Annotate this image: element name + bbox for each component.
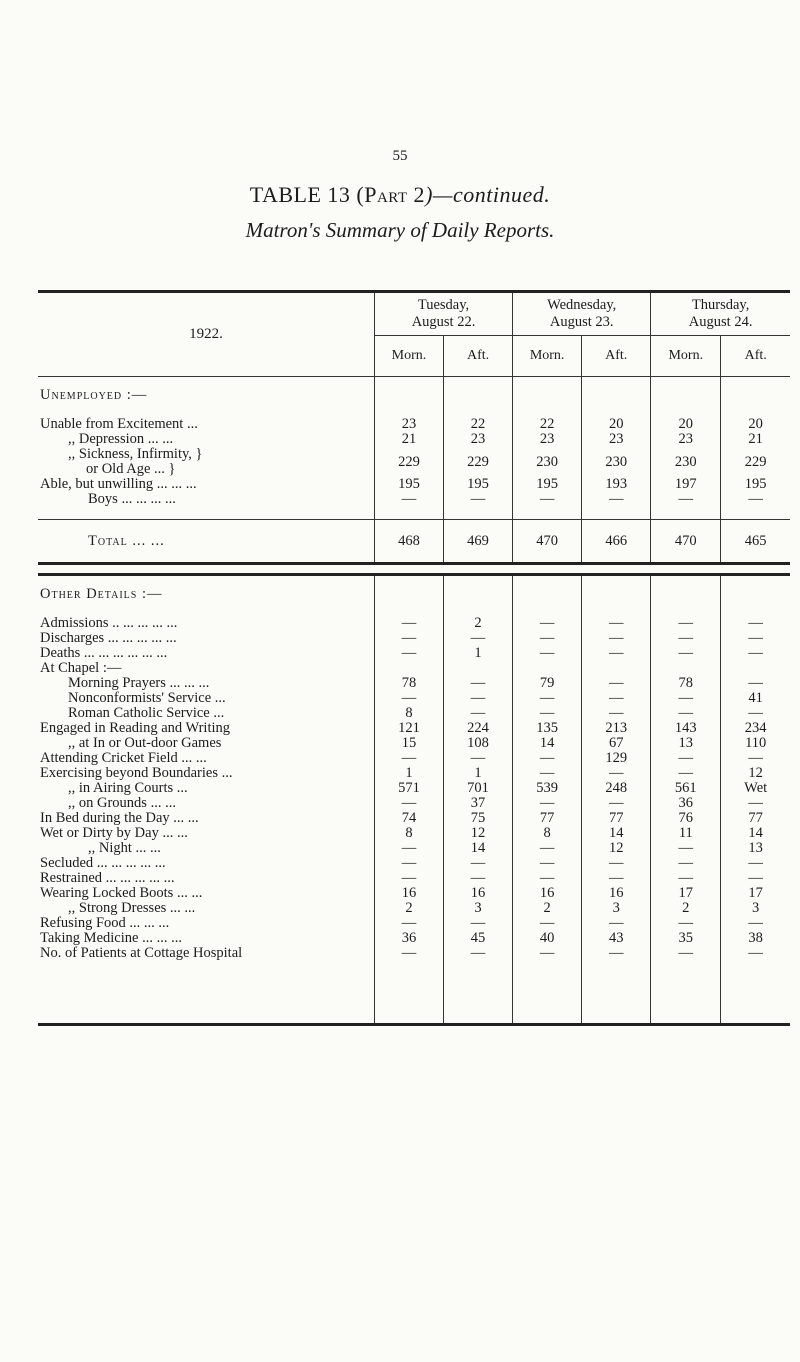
data-cell: 197 [651, 477, 721, 492]
row-label: Deaths ... ... ... ... ... ... [40, 645, 168, 661]
row-label: Nonconformists' Service ... [68, 690, 226, 706]
data-cell: 79 [513, 676, 582, 691]
row-label-line2: or Old Age ... } [86, 461, 176, 477]
data-cell: 195 [513, 477, 582, 492]
data-cell: 2 [374, 901, 443, 916]
data-cell: 21 [374, 432, 443, 447]
data-cell: 20 [651, 417, 721, 432]
data-cell: — [513, 631, 582, 646]
table-header [38, 292, 790, 377]
total-cell: 469 [444, 520, 513, 564]
data-cell: 213 [582, 721, 651, 736]
data-cell: — [374, 841, 443, 856]
data-cell: — [513, 706, 582, 721]
data-cell: — [721, 631, 790, 646]
data-cell: 8 [374, 706, 443, 721]
other-details-row [38, 871, 790, 886]
other-details-row [38, 691, 790, 706]
data-cell [721, 661, 790, 676]
other-details-row [38, 646, 790, 661]
data-cell: 3 [721, 901, 790, 916]
row-label: Attending Cricket Field ... ... [40, 750, 207, 766]
page-number: 55 [392, 148, 408, 164]
header-sub-cell: Morn. [513, 336, 582, 377]
data-cell: — [513, 646, 582, 661]
row-label: Unable from Excitement ... [40, 416, 198, 432]
data-cell: 1 [444, 766, 513, 781]
data-cell: 12 [721, 766, 790, 781]
data-cell: Wet [721, 781, 790, 796]
other-details-row [38, 781, 790, 796]
data-cell: — [582, 492, 651, 507]
header-day-wednesday-line1: Wednesday, [547, 297, 617, 313]
data-cell: — [513, 856, 582, 871]
data-cell: 14 [444, 841, 513, 856]
data-cell: — [721, 796, 790, 811]
data-cell: — [374, 691, 443, 706]
data-cell: 22 [513, 417, 582, 432]
data-cell: — [444, 691, 513, 706]
unemployed-row [38, 417, 790, 432]
data-cell: — [513, 492, 582, 507]
total-cell: 470 [651, 520, 721, 564]
data-cell: 76 [651, 811, 721, 826]
row-label: Roman Catholic Service ... [68, 705, 225, 721]
data-cell: — [374, 946, 443, 961]
data-cell: 195 [444, 477, 513, 492]
data-cell: 22 [444, 417, 513, 432]
summary-table-wrapper [38, 290, 790, 1026]
other-details-row [38, 721, 790, 736]
data-cell: — [374, 751, 443, 766]
data-cell: 15 [374, 736, 443, 751]
data-cell: 193 [582, 477, 651, 492]
data-cell: 16 [582, 886, 651, 901]
data-cell: 23 [582, 432, 651, 447]
table-title [0, 182, 800, 208]
unemployed-section [38, 377, 790, 520]
data-cell: 1 [374, 766, 443, 781]
unemployed-total-section [38, 520, 790, 575]
data-cell: 8 [513, 826, 582, 841]
other-details-row [38, 916, 790, 931]
data-cell: — [444, 492, 513, 507]
row-label: Boys ... ... ... ... [88, 491, 176, 507]
data-cell: 45 [444, 931, 513, 946]
other-details-row [38, 631, 790, 646]
row-label: Discharges ... ... ... ... ... [40, 630, 177, 646]
data-cell: — [374, 856, 443, 871]
header-day-wednesday-line2: August 23. [549, 314, 614, 330]
data-cell: — [444, 676, 513, 691]
other-details-row [38, 661, 790, 676]
data-cell: 571 [374, 781, 443, 796]
unemployed-heading: Unemployed :— [40, 387, 148, 403]
data-cell: — [374, 616, 443, 631]
data-cell: — [444, 706, 513, 721]
header-day-thursday [651, 292, 790, 336]
header-day-tuesday [374, 292, 512, 336]
header-sub-cell: Aft. [444, 336, 513, 377]
data-cell: 14 [513, 736, 582, 751]
data-cell: 21 [721, 432, 790, 447]
other-details-row [38, 886, 790, 901]
other-details-heading: Other Details :— [38, 575, 374, 617]
row-label: Morning Prayers ... ... ... [68, 675, 210, 691]
data-cell: 2 [651, 901, 721, 916]
data-cell: 77 [513, 811, 582, 826]
total-cell: 470 [513, 520, 582, 564]
data-cell: 38 [721, 931, 790, 946]
other-details-row [38, 826, 790, 841]
data-cell [582, 661, 651, 676]
data-cell: 224 [444, 721, 513, 736]
row-label: ,, Night ... ... [88, 840, 161, 856]
data-cell: 23 [444, 432, 513, 447]
other-details-row [38, 706, 790, 721]
data-cell: — [721, 616, 790, 631]
data-cell: 1 [444, 646, 513, 661]
other-details-section [38, 575, 790, 1025]
total-cell: 465 [721, 520, 790, 564]
data-cell: 78 [374, 676, 443, 691]
data-cell: 37 [444, 796, 513, 811]
data-cell: — [444, 916, 513, 931]
data-cell: 701 [444, 781, 513, 796]
other-details-row [38, 676, 790, 691]
header-sub-cell: Morn. [374, 336, 443, 377]
other-details-row [38, 736, 790, 751]
header-sub-cell: Aft. [582, 336, 651, 377]
row-label-line1: ,, Sickness, Infirmity, } [68, 446, 203, 462]
data-cell: — [513, 916, 582, 931]
data-cell: 3 [444, 901, 513, 916]
data-cell: 35 [651, 931, 721, 946]
data-cell: 77 [582, 811, 651, 826]
data-cell: 40 [513, 931, 582, 946]
data-cell: — [513, 946, 582, 961]
data-cell: — [582, 871, 651, 886]
data-cell: — [582, 691, 651, 706]
header-sub-cell: Morn. [651, 336, 721, 377]
data-cell: 195 [721, 477, 790, 492]
data-cell: 12 [444, 826, 513, 841]
other-details-row [38, 901, 790, 916]
data-cell: — [651, 871, 721, 886]
data-cell: — [444, 856, 513, 871]
data-cell: 230 [582, 447, 651, 477]
data-cell: 230 [513, 447, 582, 477]
header-day-tuesday-line2: August 22. [411, 314, 476, 330]
total-cell: 466 [582, 520, 651, 564]
header-day-thursday-line2: August 24. [688, 314, 753, 330]
unemployed-row [38, 477, 790, 492]
data-cell: — [721, 706, 790, 721]
data-cell: — [721, 646, 790, 661]
data-cell: — [582, 631, 651, 646]
unemployed-row [38, 447, 790, 477]
data-cell: — [651, 616, 721, 631]
row-label: ,, in Airing Courts ... [68, 780, 188, 796]
other-details-row [38, 766, 790, 781]
header-sub-cell: Aft. [721, 336, 790, 377]
data-cell: 229 [721, 447, 790, 477]
data-cell: 3 [582, 901, 651, 916]
row-label: Refusing Food ... ... ... [40, 915, 170, 931]
data-cell: 36 [651, 796, 721, 811]
header-day-wednesday [513, 292, 651, 336]
data-cell: 23 [651, 432, 721, 447]
data-cell: — [651, 916, 721, 931]
data-cell: — [651, 631, 721, 646]
other-details-row [38, 751, 790, 766]
data-cell: 75 [444, 811, 513, 826]
data-cell: 229 [374, 447, 443, 477]
data-cell: 230 [651, 447, 721, 477]
row-label: No. of Patients at Cottage Hospital [40, 945, 243, 961]
data-cell: 20 [721, 417, 790, 432]
row-label: Restrained ... ... ... ... ... [40, 870, 175, 886]
other-details-row [38, 616, 790, 631]
data-cell: 16 [444, 886, 513, 901]
data-cell: — [444, 751, 513, 766]
other-details-row [38, 841, 790, 856]
header-day-thursday-line1: Thursday, [691, 297, 750, 313]
data-cell: 143 [651, 721, 721, 736]
table-subtitle: Matron's Summary of Daily Reports. [245, 218, 555, 242]
data-cell: 13 [651, 736, 721, 751]
data-cell: 36 [374, 931, 443, 946]
data-cell: 129 [582, 751, 651, 766]
row-label: Wearing Locked Boots ... ... [40, 885, 203, 901]
data-cell: 23 [513, 432, 582, 447]
data-cell: — [721, 492, 790, 507]
data-cell: — [444, 631, 513, 646]
data-cell: — [651, 766, 721, 781]
data-cell: 17 [651, 886, 721, 901]
row-label: ,, Depression ... ... [68, 431, 174, 447]
total-label: Total ... ... [38, 520, 374, 564]
data-cell: — [513, 841, 582, 856]
data-cell: — [582, 916, 651, 931]
data-cell: — [513, 616, 582, 631]
data-cell: 67 [582, 736, 651, 751]
data-cell: — [651, 946, 721, 961]
table-title-prefix: TABLE 13 ( [249, 182, 365, 207]
data-cell: 17 [721, 886, 790, 901]
data-cell: — [582, 676, 651, 691]
data-cell: — [582, 646, 651, 661]
data-cell: — [513, 766, 582, 781]
data-cell: — [374, 631, 443, 646]
other-details-row [38, 931, 790, 946]
data-cell: 23 [374, 417, 443, 432]
data-cell [651, 661, 721, 676]
data-cell: 135 [513, 721, 582, 736]
row-label: Exercising beyond Boundaries ... [40, 765, 233, 781]
header-year: 1922. [38, 292, 374, 377]
data-cell: 561 [651, 781, 721, 796]
data-cell: 11 [651, 826, 721, 841]
data-cell: — [444, 946, 513, 961]
unemployed-row [38, 432, 790, 447]
data-cell: — [651, 706, 721, 721]
data-cell: 234 [721, 721, 790, 736]
data-cell: — [513, 751, 582, 766]
data-cell: 78 [651, 676, 721, 691]
data-cell: — [721, 676, 790, 691]
data-cell: — [721, 946, 790, 961]
data-cell: — [374, 796, 443, 811]
total-row [38, 520, 790, 564]
data-cell: — [721, 751, 790, 766]
data-cell: — [651, 751, 721, 766]
row-label: Wet or Dirty by Day ... ... [40, 825, 188, 841]
data-cell: 14 [582, 826, 651, 841]
row-label: ,, Strong Dresses ... ... [68, 900, 196, 916]
data-cell: 121 [374, 721, 443, 736]
data-cell: — [651, 646, 721, 661]
table-title-suffix: )—continued. [425, 182, 551, 207]
data-cell: — [721, 916, 790, 931]
other-details-row [38, 811, 790, 826]
data-cell: — [582, 946, 651, 961]
data-cell: — [651, 492, 721, 507]
unemployed-row [38, 492, 790, 507]
data-cell: 2 [513, 901, 582, 916]
data-cell: — [582, 706, 651, 721]
data-cell: — [651, 856, 721, 871]
data-cell: — [374, 492, 443, 507]
data-cell: 248 [582, 781, 651, 796]
other-details-row [38, 946, 790, 961]
summary-table [38, 290, 790, 1026]
data-cell: — [513, 871, 582, 886]
data-cell: 12 [582, 841, 651, 856]
table-title-part: Part 2 [364, 182, 426, 207]
data-cell: — [582, 766, 651, 781]
data-cell: 195 [374, 477, 443, 492]
data-cell: — [651, 691, 721, 706]
data-cell: — [582, 856, 651, 871]
data-cell: — [374, 646, 443, 661]
data-cell: 13 [721, 841, 790, 856]
data-cell: — [513, 796, 582, 811]
data-cell: — [721, 871, 790, 886]
row-label: Secluded ... ... ... ... ... [40, 855, 166, 871]
data-cell: 2 [444, 616, 513, 631]
data-cell: 110 [721, 736, 790, 751]
data-cell: 14 [721, 826, 790, 841]
data-cell [444, 661, 513, 676]
data-cell: 43 [582, 931, 651, 946]
data-cell: 20 [582, 417, 651, 432]
data-cell: — [374, 871, 443, 886]
data-cell: 539 [513, 781, 582, 796]
data-cell: — [444, 871, 513, 886]
data-cell [374, 661, 443, 676]
row-label: ,, on Grounds ... ... [68, 795, 176, 811]
data-cell: 16 [374, 886, 443, 901]
row-label: Taking Medicine ... ... ... [40, 930, 182, 946]
row-label: ,, at In or Out-door Games [68, 735, 222, 751]
other-details-row [38, 796, 790, 811]
data-cell: — [513, 691, 582, 706]
data-cell: — [582, 796, 651, 811]
data-cell: — [721, 856, 790, 871]
data-cell: 108 [444, 736, 513, 751]
data-cell: 8 [374, 826, 443, 841]
data-cell: 77 [721, 811, 790, 826]
row-label: Admissions .. ... ... ... ... [40, 615, 178, 631]
row-label: Engaged in Reading and Writing [40, 720, 231, 736]
data-cell: 16 [513, 886, 582, 901]
data-cell: — [374, 916, 443, 931]
data-cell: 41 [721, 691, 790, 706]
data-cell: — [651, 841, 721, 856]
row-label: At Chapel :— [40, 660, 122, 676]
data-cell: 229 [444, 447, 513, 477]
data-cell [513, 661, 582, 676]
data-cell: — [582, 616, 651, 631]
row-label: In Bed during the Day ... ... [40, 810, 199, 826]
data-cell: 74 [374, 811, 443, 826]
total-cell: 468 [374, 520, 443, 564]
row-label: Able, but unwilling ... ... ... [40, 476, 197, 492]
other-details-row [38, 856, 790, 871]
header-day-tuesday-line1: Tuesday, [417, 297, 470, 313]
row-label [38, 447, 374, 477]
